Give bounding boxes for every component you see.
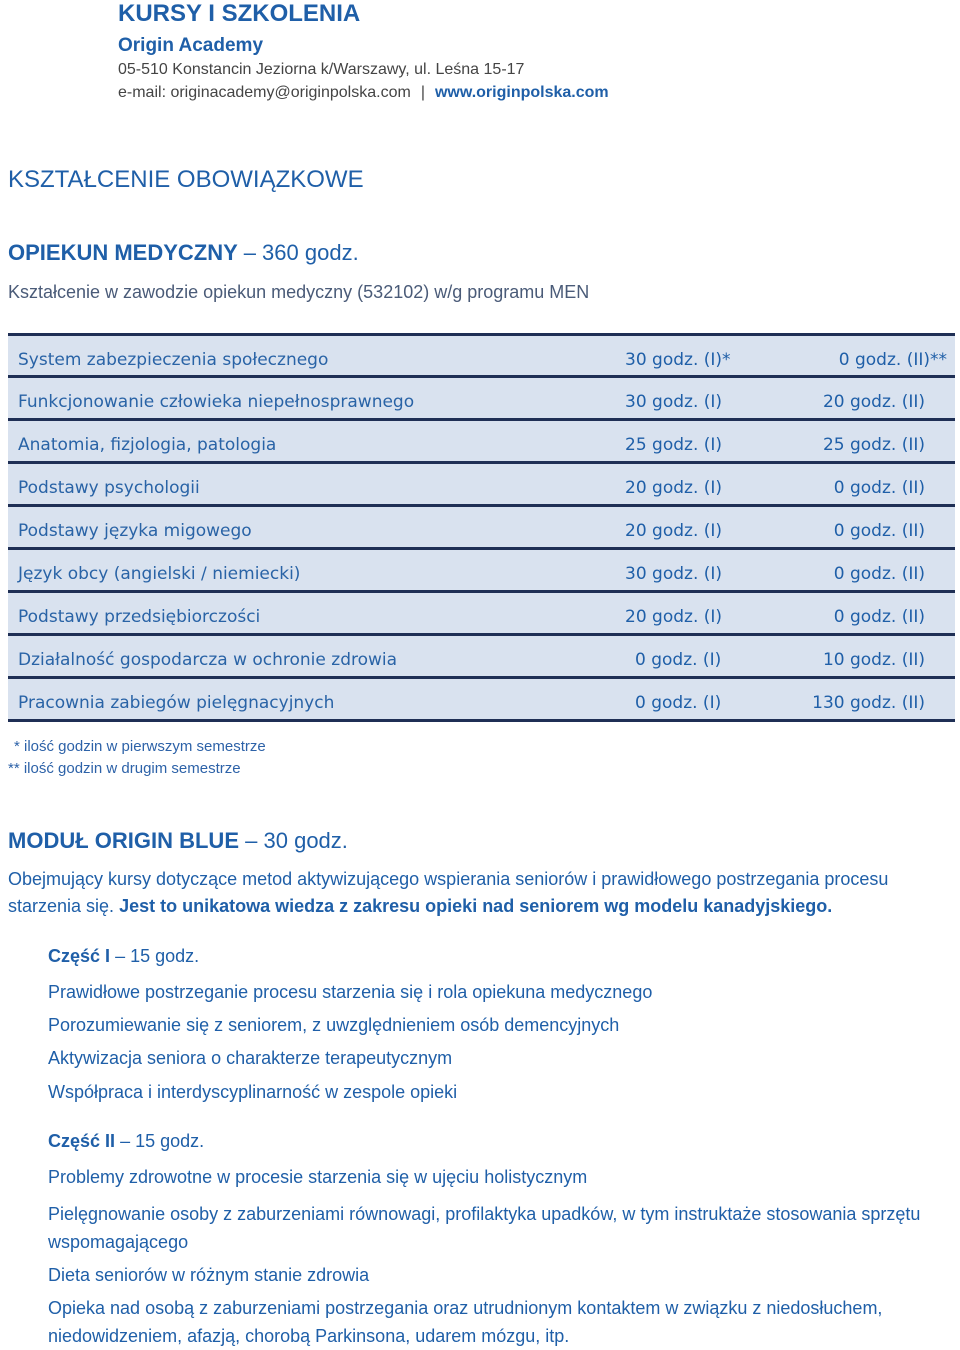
semester-2-hours: 0 godz. (II) <box>833 478 925 498</box>
module-name: MODUŁ ORIGIN BLUE <box>8 828 239 853</box>
page-title: KURSY I SZKOLENIA <box>118 0 361 27</box>
subject-name: Podstawy przedsiębiorczości <box>18 607 261 627</box>
course-dash: – <box>243 240 257 265</box>
course-description: Kształcenie w zawodzie opiekun medyczny (532102) w/g programu MEN <box>8 282 590 302</box>
part-1-dash: – <box>115 946 126 966</box>
separator: | <box>420 84 425 101</box>
table-row <box>8 590 955 633</box>
semester-1-hours: 30 godz. (I) <box>625 392 723 412</box>
address: 05-510 Konstancin Jeziorna k/Warszawy, ul. Leśna 15-17 <box>118 61 525 78</box>
semester-2-hours: 20 godz. (II) <box>822 392 925 412</box>
table-row <box>8 633 955 676</box>
semester-2-hours: 0 godz. (II) <box>833 564 925 584</box>
subject-name: Działalność gospodarcza w ochronie zdrowia <box>18 650 398 670</box>
part-2-item: Dieta seniorów w różnym stanie zdrowia <box>48 1265 370 1285</box>
semester-2-hours: 0 godz. (II) <box>833 607 925 627</box>
module-title <box>8 828 348 854</box>
subject-name: Podstawy psychologii <box>18 478 200 498</box>
course-hours: 360 godz. <box>262 240 359 265</box>
part-2-dash: – <box>120 1131 131 1151</box>
semester-2-hours: 10 godz. (II) <box>822 650 925 670</box>
contact-line <box>118 82 609 104</box>
email-text: e-mail: originacademy@originpolska.com <box>118 84 411 101</box>
part-1-item: Prawidłowe postrzeganie procesu starzenia się i rola opiekuna medycznego <box>48 982 653 1002</box>
semester-2-hours: 130 godz. (II) <box>812 693 925 713</box>
subject-name: System zabezpieczenia społecznego <box>18 350 329 370</box>
table-row <box>8 333 955 375</box>
table-row <box>8 676 955 722</box>
semester-1-hours: 25 godz. (I) <box>625 435 723 455</box>
course-name: OPIEKUN MEDYCZNY <box>8 240 238 265</box>
subject-name: Język obcy (angielski / niemiecki) <box>18 564 301 584</box>
module-description-text: Obejmujący kursy dotyczące metod aktywizującego wspierania seniorów i prawidłowego postrzegania procesu starzenia się. <box>8 869 889 916</box>
semester-1-hours: 0 godz. (I) <box>635 650 722 670</box>
semester-1-hours: 30 godz. (I) <box>625 564 723 584</box>
part-1-item: Aktywizacja seniora o charakterze terapeutycznym <box>48 1048 453 1068</box>
part-1-title <box>48 946 199 967</box>
footnotes <box>8 736 266 780</box>
module-description-bold: Jest to unikatowa wiedza z zakresu opieki nad seniorem wg modelu kanadyjskiego. <box>119 896 833 916</box>
table-row <box>8 375 955 418</box>
semester-1-hours: 30 godz. (I)* <box>625 350 731 370</box>
semester-1-hours: 20 godz. (I) <box>625 521 723 541</box>
part-2-title <box>48 1131 204 1152</box>
semester-1-hours: 20 godz. (I) <box>625 478 723 498</box>
part-2-label: Część II <box>48 1131 116 1151</box>
table-row <box>8 461 955 504</box>
subject-name: Anatomia, fizjologia, patologia <box>18 435 277 455</box>
semester-1-hours: 0 godz. (I) <box>635 693 722 713</box>
part-2-hours: 15 godz. <box>135 1131 205 1151</box>
table-row <box>8 418 955 461</box>
semester-2-hours: 0 godz. (II)** <box>838 350 947 370</box>
part-1-item: Porozumiewanie się z seniorem, z uwzględnieniem osób demencyjnych <box>48 1015 620 1035</box>
part-2-item: Problemy zdrowotne w procesie starzenia się w ujęciu holistycznym <box>48 1167 588 1187</box>
footnote-semester-1: * ilość godzin w pierwszym semestrze <box>14 738 266 755</box>
subject-name: Funkcjonowanie człowieka niepełnosprawnego <box>18 392 415 412</box>
part-2-item: Pielęgnowanie osoby z zaburzeniami równowagi, profilaktyka upadków, w tym instruktaże stosowania sprzętu wspomagającego <box>48 1204 921 1252</box>
section-title: KSZTAŁCENIE OBOWIĄZKOWE <box>8 166 364 193</box>
semester-2-hours: 25 godz. (II) <box>822 435 925 455</box>
subjects-table <box>8 333 955 722</box>
module-hours: 30 godz. <box>263 828 348 853</box>
module-description <box>8 866 958 920</box>
semester-2-hours: 0 godz. (II) <box>833 521 925 541</box>
organization-name: Origin Academy <box>118 35 264 56</box>
semester-1-hours: 20 godz. (I) <box>625 607 723 627</box>
module-dash: – <box>245 828 258 853</box>
header <box>118 0 609 104</box>
course-title <box>8 240 359 266</box>
part-1-hours: 15 godz. <box>130 946 200 966</box>
subject-name: Podstawy języka migowego <box>18 521 252 541</box>
table-row <box>8 547 955 590</box>
part-1-label: Część I <box>48 946 111 966</box>
table-row <box>8 504 955 547</box>
subject-name: Pracownia zabiegów pielęgnacyjnych <box>18 693 335 713</box>
part-1-item: Współpraca i interdyscyplinarność w zespole opieki <box>48 1082 458 1102</box>
part-2-item: Opieka nad osobą z zaburzeniami postrzegania oraz utrudnionym kontaktem w związku z niedosłuchem, niedowidzeniem, afazją, chorobą Parkinsona, udarem mózgu, itp. <box>48 1298 883 1346</box>
footnote-semester-2: ** ilość godzin w drugim semestrze <box>8 760 241 777</box>
website-link[interactable]: www.originpolska.com <box>434 84 609 101</box>
